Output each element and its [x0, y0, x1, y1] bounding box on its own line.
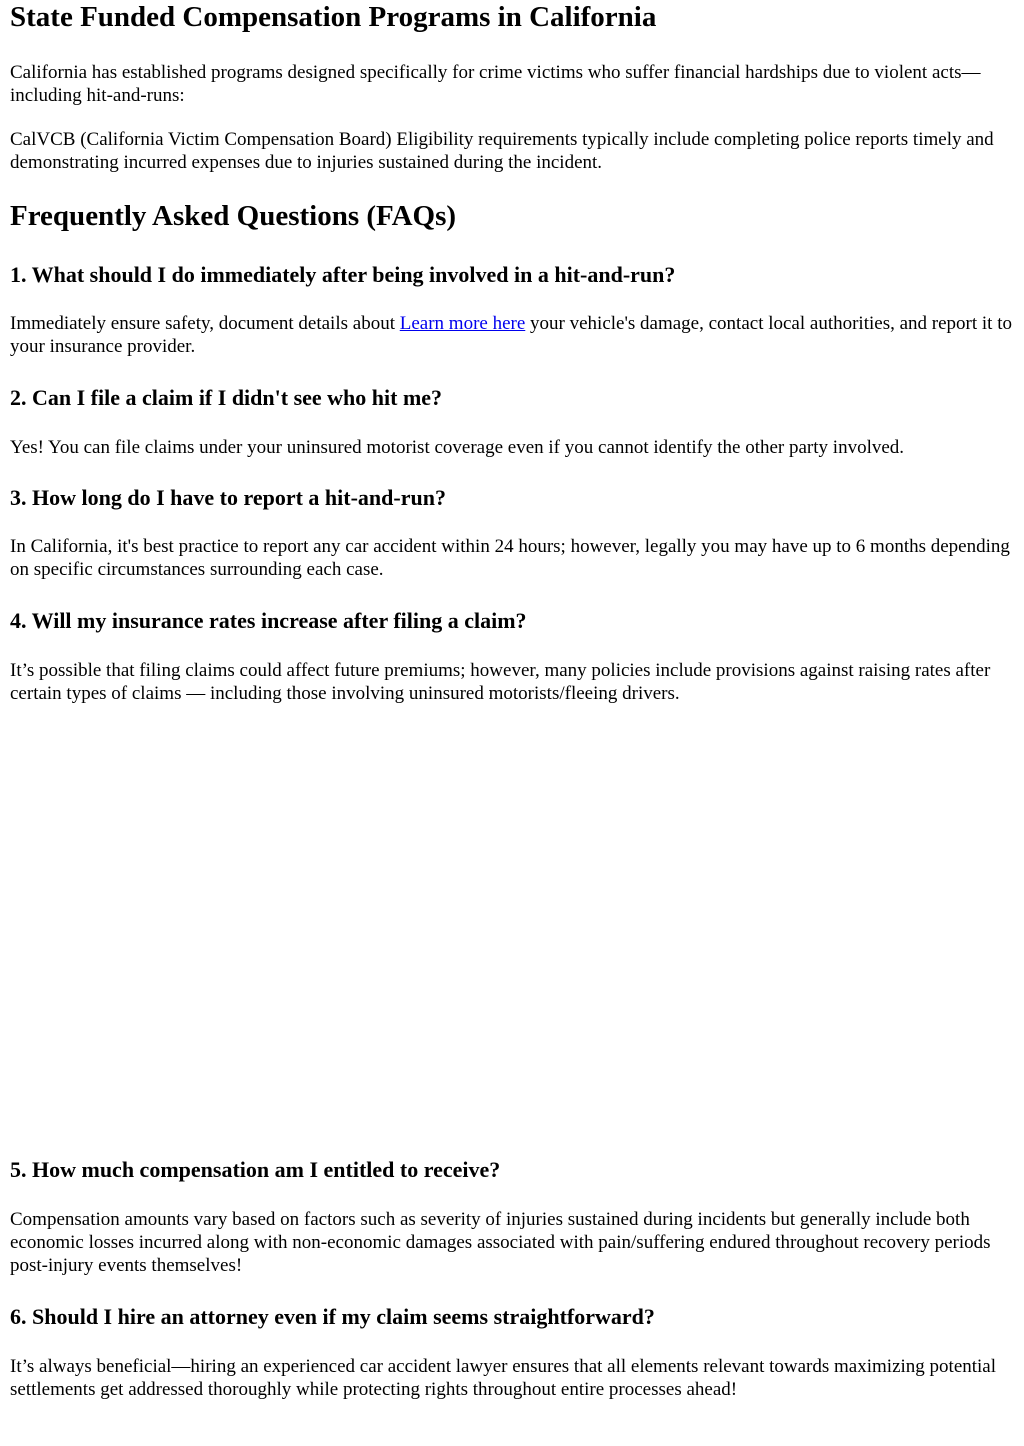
faq-answer-4: It’s possible that filing claims could affect future premiums; however, many policies include provisions against raising rates after certain types of claims — including those involving uninsured motorists/fleeing drivers. — [10, 660, 991, 704]
faq-answer-1-text-after: your vehicle's damage, contact local authorities, and report it to your insurance provider. — [10, 313, 1012, 357]
faq-question-5: 5. How much compensation am I entitled to receive? — [10, 1157, 501, 1182]
learn-more-link[interactable]: Learn more here — [399, 313, 526, 334]
faq-question-4: 4. Will my insurance rates increase after filing a claim? — [10, 608, 527, 633]
intro-paragraph: California has established programs designed specifically for crime victims who suffer financial hardships due to violent acts—including hit-and-runs: — [10, 62, 981, 106]
faq-answer-1 — [10, 312, 1016, 358]
faq-question-2: 2. Can I file a claim if I didn't see who hit me? — [10, 385, 443, 410]
faq-answer-3: In California, it's best practice to report any car accident within 24 hours; however, legally you may have up to 6 months depending on specific circumstances surrounding each case. — [10, 536, 1010, 580]
faq-answer-1-text-before: Immediately ensure safety, document details about — [10, 313, 400, 334]
section-title-compensation-programs: State Funded Compensation Programs in California — [10, 1, 657, 33]
faq-answer-2: Yes! You can file claims under your uninsured motorist coverage even if you cannot identify the other party involved. — [10, 437, 905, 458]
faq-answer-6: It’s always beneficial—hiring an experienced car accident lawyer ensures that all elements relevant towards maximizing potential settlements get addressed thoroughly while protecting rights throughout entire processes ahead! — [10, 1356, 997, 1400]
faq-question-6: 6. Should I hire an attorney even if my claim seems straightforward? — [10, 1304, 655, 1329]
calvcb-paragraph: CalVCB (California Victim Compensation Board) Eligibility requirements typically include completing police reports timely and demonstrating incurred expenses due to injuries sustained during the incident. — [10, 129, 994, 173]
faq-heading: Frequently Asked Questions (FAQs) — [10, 200, 457, 232]
faq-question-1: 1. What should I do immediately after being involved in a hit-and-run? — [10, 262, 676, 287]
faq-answer-5: Compensation amounts vary based on factors such as severity of injuries sustained during incidents but generally include both economic losses incurred along with non-economic damages associated with pain/suffering endured throughout recovery periods post-injury events themselves! — [10, 1209, 991, 1276]
faq-question-3: 3. How long do I have to report a hit-and-run? — [10, 485, 446, 510]
